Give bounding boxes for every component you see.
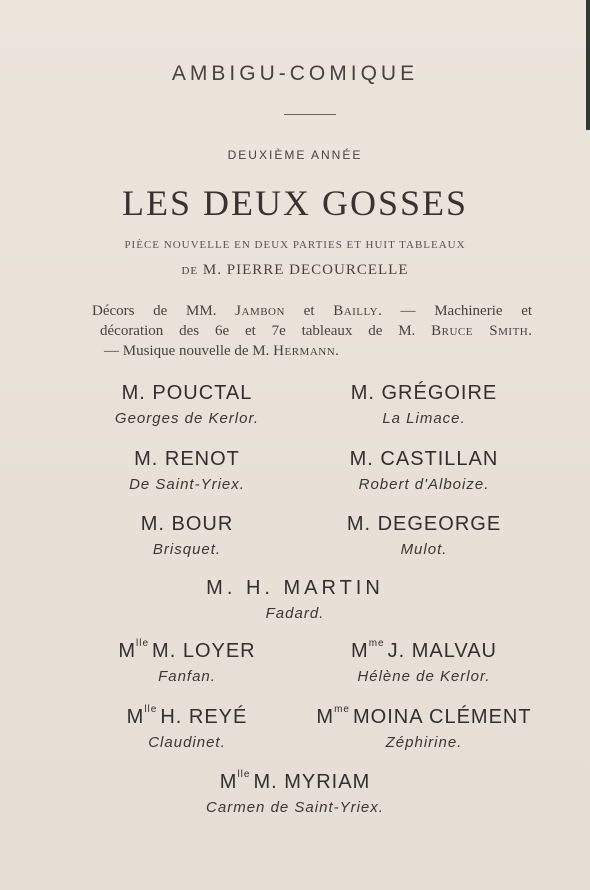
actor-name: $M^{lle}$ M. MYRIAM — [219, 769, 371, 793]
actor-name: M. DEGEORGE — [346, 513, 502, 535]
actor-name: $M^{lle}$ H. REYÉ — [126, 704, 248, 728]
cast-entry — [160, 771, 430, 816]
role-name: Fadard. — [265, 605, 325, 622]
role-name: Mulot. — [400, 541, 448, 558]
play-title: LES DEUX GOSSES — [121, 183, 469, 223]
credits-line: — Musique nouvelle de M. Hermann. — [104, 343, 339, 359]
actor-name: M. GRÉGOIRE — [350, 382, 498, 404]
credits-paragraph — [92, 301, 532, 361]
role-name: Georges de Kerlor. — [114, 410, 260, 427]
cast-entry — [82, 706, 292, 751]
credits-line: décoration des 6e et 7e tableaux de M. Bruce Smith. — [100, 323, 532, 339]
actor-name: $M^{lle}$ M. LOYER — [118, 638, 256, 662]
author-prefix: DE — [181, 265, 199, 277]
role-name: Zéphirine. — [385, 734, 463, 751]
actor-name: M. RENOT — [134, 448, 240, 470]
role-name: Carmen de Saint-Yriex. — [206, 799, 384, 816]
season-label: DEUXIÈME ANNÉE — [227, 148, 363, 162]
credits-line: Décors de MM. Jambon et Bailly. — Machinerie et — [92, 303, 533, 319]
actor-name: M. POUCTAL — [121, 382, 253, 404]
actor-name: M. H. MARTIN — [206, 577, 384, 599]
role-name: Robert d'Alboize. — [358, 476, 490, 493]
cast-entry — [82, 382, 292, 427]
divider — [284, 114, 336, 115]
role-name: Claudinet. — [148, 734, 226, 751]
actor-name: $M^{me}$ MOINA CLÉMENT — [316, 704, 532, 728]
role-name: Brisquet. — [152, 541, 222, 558]
cast-entry — [82, 513, 292, 558]
actor-name: M. BOUR — [140, 513, 234, 535]
actor-name: M. CASTILLAN — [349, 448, 499, 470]
cast-entry — [308, 448, 540, 493]
author-line — [0, 262, 590, 279]
cast-entry — [160, 577, 430, 622]
role-name: Hélène de Kerlor. — [357, 668, 491, 685]
cast-entry — [308, 706, 540, 751]
author-name: M. PIERRE DECOURCELLE — [202, 262, 409, 278]
cast-entry — [308, 382, 540, 427]
cast-entry — [82, 640, 292, 685]
cast-entry — [308, 513, 540, 558]
cast-entry — [82, 448, 292, 493]
actor-name: $M^{me}$ J. MALVAU — [351, 638, 497, 662]
play-subtitle: PIÈCE NOUVELLE EN DEUX PARTIES ET HUIT TABLEAUX — [124, 239, 466, 251]
role-name: De Saint-Yriex. — [129, 476, 245, 493]
theater-name: AMBIGU-COMIQUE — [171, 62, 419, 85]
cast-entry — [308, 640, 540, 685]
role-name: La Limace. — [382, 410, 466, 427]
role-name: Fanfan. — [158, 668, 216, 685]
